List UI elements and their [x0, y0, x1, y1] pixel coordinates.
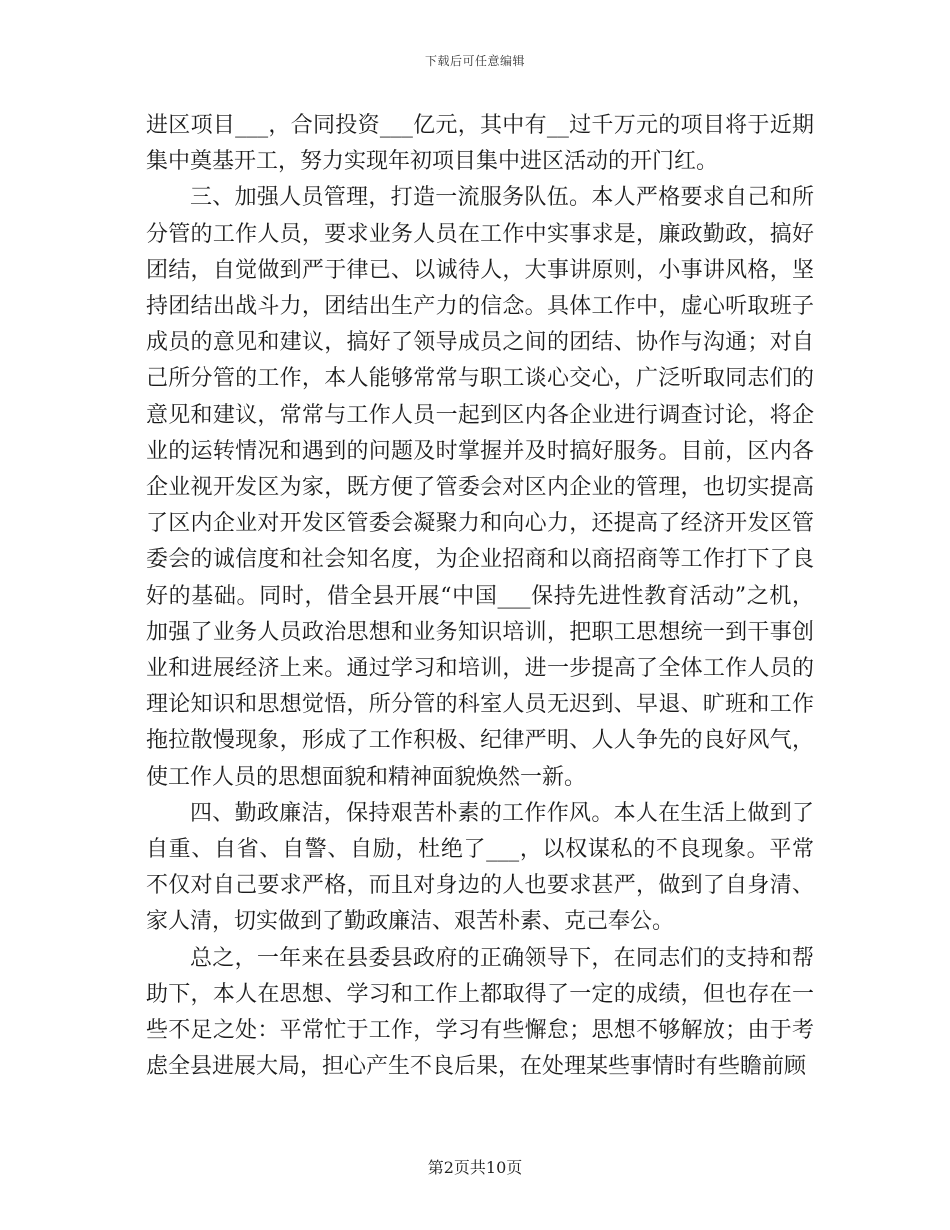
- paragraph-integrity: 四、勤政廉洁，保持艰苦朴素的工作作风。本人在生活上做到了自重、自省、自警、自励，杜绝了___，以权谋私的不良现象。平常不仅对自己要求严格，而且对身边的人也要求甚严，做到了自身清、家人清，切实做到了勤政廉洁、艰苦朴素、克己奉公。: [146, 800, 814, 935]
- paragraph-continued: 进区项目___，合同投资___亿元，其中有__过千万元的项目将于近期集中奠基开工，努力实现年初项目集中进区活动的开门红。: [146, 113, 814, 175]
- document-body: [146, 108, 814, 1085]
- page-header-note: 下载后可任意编辑: [424, 54, 525, 68]
- paragraph-staff-management: 三、加强人员管理，打造一流服务队伍。本人严格要求自己和所分管的工作人员，要求业务人员在工作中实事求是，廉政勤政，搞好团结，自觉做到严于律已、以诚待人，大事讲原则，小事讲风格，坚持团结出战斗力，团结出生产力的信念。具体工作中，虚心听取班子成员的意见和建议，搞好了领导成员之间的团结、协作与沟通；对自己所分管的工作，本人能够常常与职工谈心交心，广泛听取同志们的意见和建议，常常与工作人员一起到区内各企业进行调查讨论，将企业的运转情况和遇到的问题及时掌握并及时搞好服务。目前，区内各企业视开发区为家，既方便了管委会对区内企业的管理，也切实提高了区内企业对开发区管委会凝聚力和向心力，还提高了经济开发区管委会的诚信度和社会知名度，为企业招商和以商招商等工作打下了良好的基础。同时，借全县开展“中国___保持先进性教育活动”之机，加强了业务人员政治思想和业务知识培训，把职工思想统一到干事创业和进展经济上来。通过学习和培训，进一步提高了全体工作人员的理论知识和思想觉悟，所分管的科室人员无迟到、早退、旷班和工作拖拉散慢现象，形成了工作积极、纪律严明、人人争先的良好风气，使工作人员的思想面貌和精神面貌焕然一新。: [146, 185, 814, 790]
- page-number-footer: 第2页共10页: [427, 1158, 523, 1177]
- paragraph-summary: 总之，一年来在县委县政府的正确领导下，在同志们的支持和帮助下，本人在思想、学习和工作上都取得了一定的成绩，但也存在一些不足之处：平常忙于工作，学习有些懈怠；思想不够解放；由于考虑全县进展大局，担心产生不良后果，在处理某些事情时有些瞻前顾: [146, 945, 814, 1080]
